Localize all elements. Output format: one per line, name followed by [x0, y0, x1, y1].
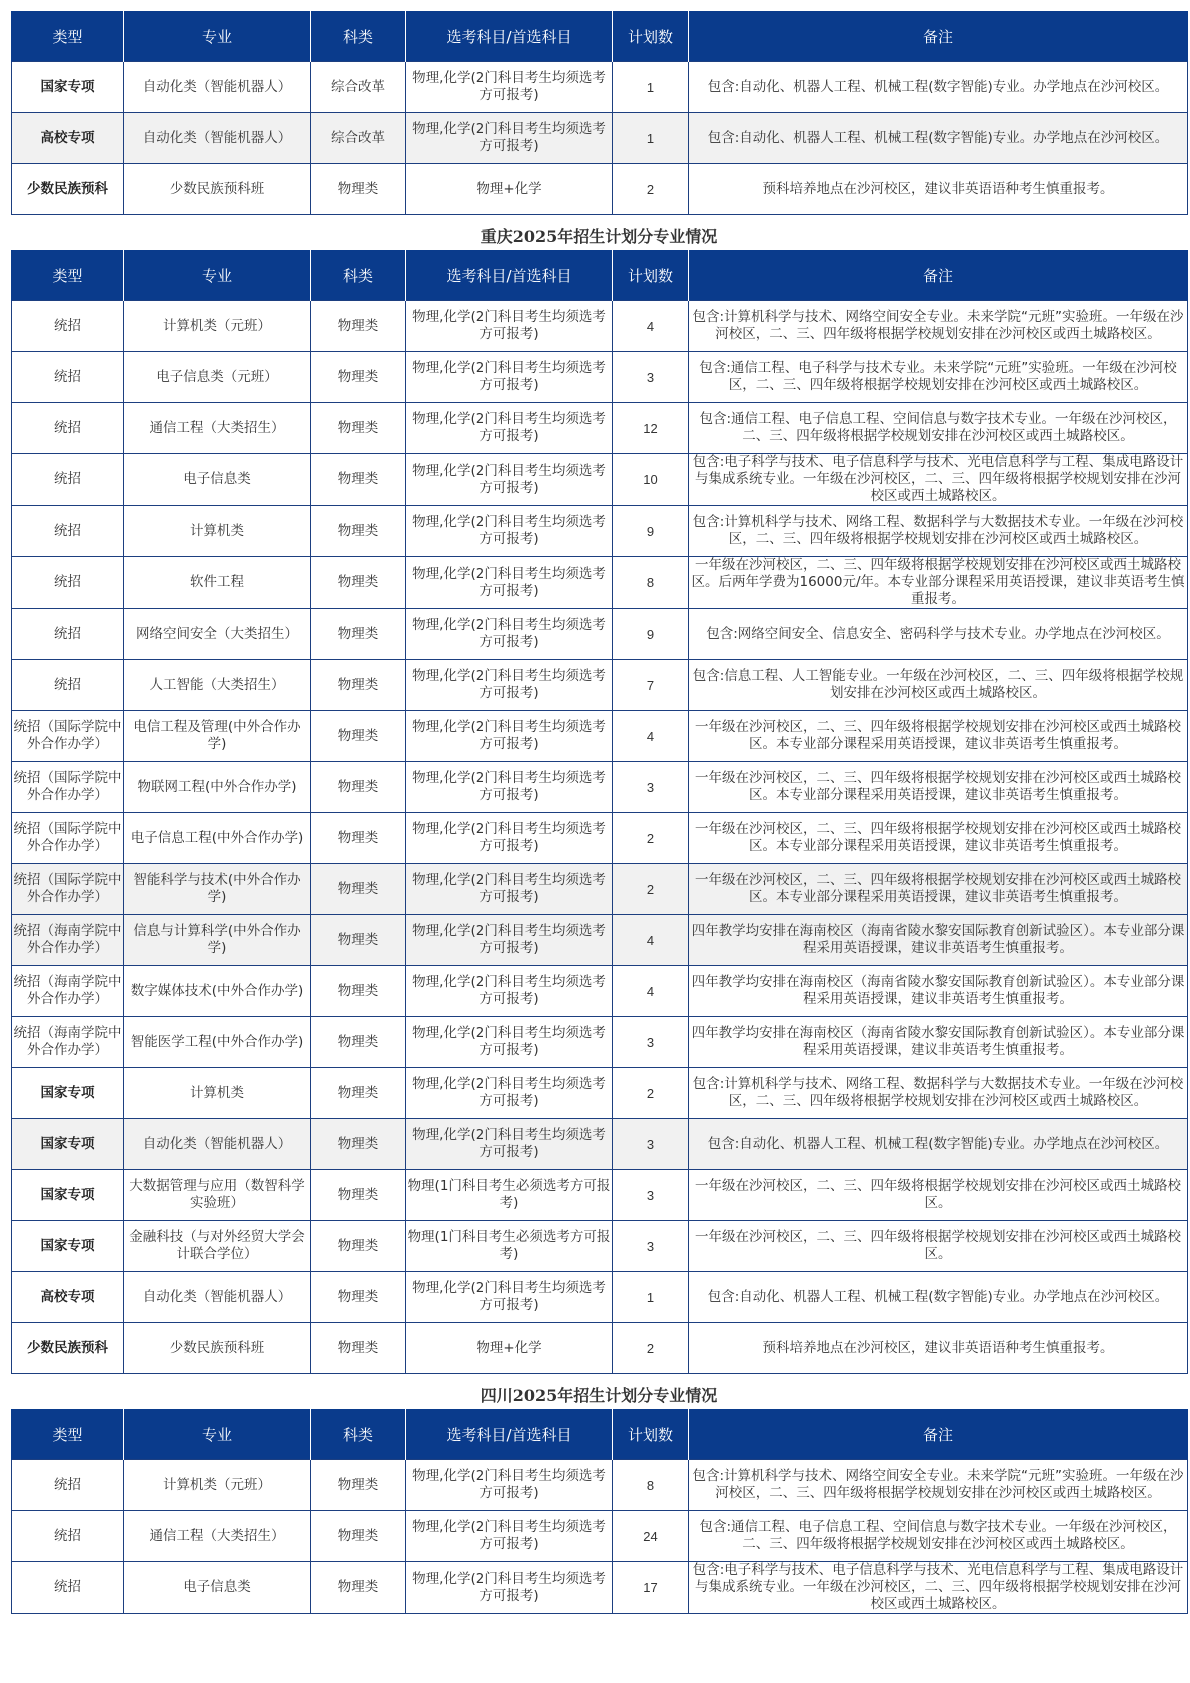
cell-category: 物理类 — [311, 1119, 406, 1170]
cell-category: 物理类 — [311, 164, 406, 215]
cell-count: 9 — [613, 609, 689, 660]
cell-note: 四年教学均安排在海南校区（海南省陵水黎安国际教育创新试验区）。本专业部分课程采用英语授课，建议非英语考生慎重报考。 — [689, 915, 1188, 966]
cell-count: 1 — [613, 1272, 689, 1323]
cell-count: 8 — [613, 1460, 689, 1511]
cell-major: 少数民族预科班 — [124, 164, 311, 215]
cell-type: 统招 — [12, 1460, 124, 1511]
table-row — [12, 1017, 1188, 1068]
table-row — [12, 454, 1188, 506]
cell-type: 统招 — [12, 352, 124, 403]
cell-count: 3 — [613, 1017, 689, 1068]
cell-note: 一年级在沙河校区，二、三、四年级将根据学校规划安排在沙河校区或西土城路校区。本专业部分课程采用英语授课，建议非英语考生慎重报考。 — [689, 864, 1188, 915]
cell-subjects: 物理,化学(2门科目考生均须选考方可报考) — [406, 660, 613, 711]
table-row — [12, 164, 1188, 215]
cell-category: 综合改革 — [311, 62, 406, 113]
table-row — [12, 966, 1188, 1017]
cell-type: 统招 — [12, 557, 124, 609]
cell-note: 四年教学均安排在海南校区（海南省陵水黎安国际教育创新试验区）。本专业部分课程采用英语授课，建议非英语考生慎重报考。 — [689, 966, 1188, 1017]
cell-major: 网络空间安全（大类招生） — [124, 609, 311, 660]
cell-type: 统招（海南学院中外合作办学） — [12, 1017, 124, 1068]
cell-note: 一年级在沙河校区，二、三、四年级将根据学校规划安排在沙河校区或西土城路校区。 — [689, 1221, 1188, 1272]
cell-type: 统招（海南学院中外合作办学） — [12, 966, 124, 1017]
table-row — [12, 711, 1188, 762]
cell-type: 国家专项 — [12, 62, 124, 113]
cell-type: 高校专项 — [12, 1272, 124, 1323]
cell-category: 物理类 — [311, 660, 406, 711]
cell-subjects: 物理,化学(2门科目考生均须选考方可报考) — [406, 352, 613, 403]
cell-count: 9 — [613, 506, 689, 557]
column-header-type: 类型 — [12, 11, 124, 62]
cell-count: 4 — [613, 966, 689, 1017]
cell-count: 2 — [613, 1323, 689, 1374]
cell-type: 统招 — [12, 609, 124, 660]
cell-category: 物理类 — [311, 915, 406, 966]
cell-subjects: 物理,化学(2门科目考生均须选考方可报考) — [406, 762, 613, 813]
cell-type: 统招（国际学院中外合作办学） — [12, 864, 124, 915]
cell-count: 4 — [613, 301, 689, 352]
cell-note: 包含:通信工程、电子信息工程、空间信息与数字技术专业。一年级在沙河校区，二、三、四年级将根据学校规划安排在沙河校区或西土城路校区。 — [689, 403, 1188, 454]
table-row — [12, 403, 1188, 454]
cell-category: 物理类 — [311, 864, 406, 915]
column-header-count: 计划数 — [613, 1409, 689, 1460]
column-header-note: 备注 — [689, 1409, 1188, 1460]
cell-category: 物理类 — [311, 762, 406, 813]
column-header-subjects: 选考科目/首选科目 — [406, 250, 613, 301]
cell-count: 8 — [613, 557, 689, 609]
cell-category: 物理类 — [311, 966, 406, 1017]
cell-count: 3 — [613, 1170, 689, 1221]
cell-category: 物理类 — [311, 609, 406, 660]
table-row — [12, 113, 1188, 164]
cell-count: 1 — [613, 62, 689, 113]
cell-category: 物理类 — [311, 1068, 406, 1119]
cell-count: 17 — [613, 1562, 689, 1614]
table-row — [12, 62, 1188, 113]
plan-table — [11, 11, 1188, 215]
cell-type: 统招 — [12, 506, 124, 557]
cell-type: 统招 — [12, 660, 124, 711]
cell-category: 物理类 — [311, 1323, 406, 1374]
cell-count: 2 — [613, 164, 689, 215]
cell-note: 预科培养地点在沙河校区，建议非英语语种考生慎重报考。 — [689, 164, 1188, 215]
table-row — [12, 301, 1188, 352]
cell-major: 自动化类（智能机器人） — [124, 1119, 311, 1170]
cell-count: 1 — [613, 113, 689, 164]
cell-type: 高校专项 — [12, 113, 124, 164]
cell-type: 统招（国际学院中外合作办学） — [12, 762, 124, 813]
cell-count: 4 — [613, 915, 689, 966]
cell-type: 统招（海南学院中外合作办学） — [12, 915, 124, 966]
table-row — [12, 762, 1188, 813]
cell-note: 一年级在沙河校区，二、三、四年级将根据学校规划安排在沙河校区或西土城路校区。本专业部分课程采用英语授课，建议非英语考生慎重报考。 — [689, 813, 1188, 864]
cell-count: 3 — [613, 762, 689, 813]
cell-count: 3 — [613, 352, 689, 403]
table-row — [12, 813, 1188, 864]
cell-note: 四年教学均安排在海南校区（海南省陵水黎安国际教育创新试验区）。本专业部分课程采用英语授课，建议非英语考生慎重报考。 — [689, 1017, 1188, 1068]
cell-major: 通信工程（大类招生） — [124, 1511, 311, 1562]
cell-type: 国家专项 — [12, 1068, 124, 1119]
cell-subjects: 物理,化学(2门科目考生均须选考方可报考) — [406, 62, 613, 113]
cell-type: 国家专项 — [12, 1170, 124, 1221]
cell-category: 物理类 — [311, 813, 406, 864]
cell-subjects: 物理+化学 — [406, 1323, 613, 1374]
table-row — [12, 1562, 1188, 1614]
cell-category: 物理类 — [311, 1511, 406, 1562]
cell-type: 少数民族预科 — [12, 1323, 124, 1374]
column-header-type: 类型 — [12, 250, 124, 301]
cell-category: 物理类 — [311, 1460, 406, 1511]
cell-category: 物理类 — [311, 711, 406, 762]
cell-major: 计算机类 — [124, 1068, 311, 1119]
column-header-major: 专业 — [124, 250, 311, 301]
table-header-row — [12, 1409, 1188, 1460]
cell-note: 包含:自动化、机器人工程、机械工程(数字智能)专业。办学地点在沙河校区。 — [689, 62, 1188, 113]
cell-count: 4 — [613, 711, 689, 762]
column-header-subjects: 选考科目/首选科目 — [406, 11, 613, 62]
table-row — [12, 352, 1188, 403]
cell-subjects: 物理,化学(2门科目考生均须选考方可报考) — [406, 966, 613, 1017]
cell-count: 7 — [613, 660, 689, 711]
column-header-count: 计划数 — [613, 11, 689, 62]
cell-note: 一年级在沙河校区，二、三、四年级将根据学校规划安排在沙河校区或西土城路校区。后两年学费为16000元/年。本专业部分课程采用英语授课，建议非英语考生慎重报考。 — [689, 557, 1188, 609]
column-header-category: 科类 — [311, 11, 406, 62]
cell-type: 统招 — [12, 454, 124, 506]
cell-type: 统招 — [12, 301, 124, 352]
column-header-count: 计划数 — [613, 250, 689, 301]
cell-major: 人工智能（大类招生） — [124, 660, 311, 711]
cell-note: 包含:自动化、机器人工程、机械工程(数字智能)专业。办学地点在沙河校区。 — [689, 1119, 1188, 1170]
cell-type: 统招（国际学院中外合作办学） — [12, 813, 124, 864]
cell-note: 包含:通信工程、电子信息工程、空间信息与数字技术专业。一年级在沙河校区，二、三、四年级将根据学校规划安排在沙河校区或西土城路校区。 — [689, 1511, 1188, 1562]
column-header-category: 科类 — [311, 1409, 406, 1460]
cell-subjects: 物理,化学(2门科目考生均须选考方可报考) — [406, 301, 613, 352]
section-title: 重庆2025年招生计划分专业情况 — [480, 227, 718, 246]
cell-subjects: 物理(1门科目考生必须选考方可报考) — [406, 1170, 613, 1221]
cell-subjects: 物理,化学(2门科目考生均须选考方可报考) — [406, 1068, 613, 1119]
table-row — [12, 864, 1188, 915]
cell-note: 一年级在沙河校区，二、三、四年级将根据学校规划安排在沙河校区或西土城路校区。本专业部分课程采用英语授课，建议非英语考生慎重报考。 — [689, 762, 1188, 813]
cell-major: 智能科学与技术(中外合作办学) — [124, 864, 311, 915]
cell-subjects: 物理(1门科目考生必须选考方可报考) — [406, 1221, 613, 1272]
cell-major: 金融科技（与对外经贸大学会计联合学位） — [124, 1221, 311, 1272]
cell-count: 24 — [613, 1511, 689, 1562]
cell-category: 物理类 — [311, 403, 406, 454]
table-row — [12, 557, 1188, 609]
cell-subjects: 物理,化学(2门科目考生均须选考方可报考) — [406, 454, 613, 506]
cell-category: 物理类 — [311, 454, 406, 506]
cell-subjects: 物理,化学(2门科目考生均须选考方可报考) — [406, 1017, 613, 1068]
cell-note: 包含:电子科学与技术、电子信息科学与技术、光电信息科学与工程、集成电路设计与集成系统专业。一年级在沙河校区，二、三、四年级将根据学校规划安排在沙河校区或西土城路校区。 — [689, 1562, 1188, 1614]
table-row — [12, 1068, 1188, 1119]
table-row — [12, 1272, 1188, 1323]
cell-note: 包含:计算机科学与技术、网络工程、数据科学与大数据技术专业。一年级在沙河校区，二、三、四年级将根据学校规划安排在沙河校区或西土城路校区。 — [689, 506, 1188, 557]
cell-major: 电子信息类 — [124, 454, 311, 506]
cell-category: 物理类 — [311, 506, 406, 557]
cell-note: 一年级在沙河校区，二、三、四年级将根据学校规划安排在沙河校区或西土城路校区。 — [689, 1170, 1188, 1221]
cell-major: 软件工程 — [124, 557, 311, 609]
cell-subjects: 物理,化学(2门科目考生均须选考方可报考) — [406, 1119, 613, 1170]
cell-type: 国家专项 — [12, 1119, 124, 1170]
cell-type: 统招 — [12, 403, 124, 454]
section-title: 四川2025年招生计划分专业情况 — [480, 1386, 718, 1405]
cell-major: 电子信息工程(中外合作办学) — [124, 813, 311, 864]
cell-type: 统招（国际学院中外合作办学） — [12, 711, 124, 762]
cell-count: 3 — [613, 1119, 689, 1170]
cell-note: 包含:信息工程、人工智能专业。一年级在沙河校区，二、三、四年级将根据学校规划安排在沙河校区或西土城路校区。 — [689, 660, 1188, 711]
cell-subjects: 物理,化学(2门科目考生均须选考方可报考) — [406, 864, 613, 915]
cell-note: 一年级在沙河校区，二、三、四年级将根据学校规划安排在沙河校区或西土城路校区。本专业部分课程采用英语授课，建议非英语考生慎重报考。 — [689, 711, 1188, 762]
cell-major: 自动化类（智能机器人） — [124, 62, 311, 113]
cell-count: 12 — [613, 403, 689, 454]
cell-subjects: 物理,化学(2门科目考生均须选考方可报考) — [406, 915, 613, 966]
cell-major: 计算机类（元班） — [124, 1460, 311, 1511]
cell-subjects: 物理,化学(2门科目考生均须选考方可报考) — [406, 1460, 613, 1511]
cell-count: 2 — [613, 813, 689, 864]
cell-note: 包含:计算机科学与技术、网络空间安全专业。未来学院“元班”实验班。一年级在沙河校区，二、三、四年级将根据学校规划安排在沙河校区或西土城路校区。 — [689, 1460, 1188, 1511]
cell-subjects: 物理,化学(2门科目考生均须选考方可报考) — [406, 609, 613, 660]
cell-category: 物理类 — [311, 1017, 406, 1068]
cell-subjects: 物理,化学(2门科目考生均须选考方可报考) — [406, 403, 613, 454]
enrollment-plan-document — [11, 11, 1187, 1614]
table-row — [12, 506, 1188, 557]
cell-major: 计算机类（元班） — [124, 301, 311, 352]
table-row — [12, 1221, 1188, 1272]
cell-count: 2 — [613, 1068, 689, 1119]
table-row — [12, 1511, 1188, 1562]
column-header-major: 专业 — [124, 1409, 311, 1460]
cell-subjects: 物理,化学(2门科目考生均须选考方可报考) — [406, 1511, 613, 1562]
cell-major: 少数民族预科班 — [124, 1323, 311, 1374]
column-header-note: 备注 — [689, 11, 1188, 62]
cell-note: 包含:自动化、机器人工程、机械工程(数字智能)专业。办学地点在沙河校区。 — [689, 1272, 1188, 1323]
cell-category: 物理类 — [311, 1272, 406, 1323]
plan-table — [11, 1409, 1188, 1614]
column-header-category: 科类 — [311, 250, 406, 301]
cell-category: 物理类 — [311, 352, 406, 403]
cell-count: 2 — [613, 864, 689, 915]
cell-category: 物理类 — [311, 301, 406, 352]
column-header-subjects: 选考科目/首选科目 — [406, 1409, 613, 1460]
cell-subjects: 物理,化学(2门科目考生均须选考方可报考) — [406, 1272, 613, 1323]
cell-subjects: 物理,化学(2门科目考生均须选考方可报考) — [406, 557, 613, 609]
cell-note: 包含:通信工程、电子科学与技术专业。未来学院“元班”实验班。一年级在沙河校区，二、三、四年级将根据学校规划安排在沙河校区或西土城路校区。 — [689, 352, 1188, 403]
cell-category: 物理类 — [311, 1170, 406, 1221]
cell-subjects: 物理,化学(2门科目考生均须选考方可报考) — [406, 506, 613, 557]
cell-type: 统招 — [12, 1562, 124, 1614]
cell-subjects: 物理,化学(2门科目考生均须选考方可报考) — [406, 711, 613, 762]
cell-note: 包含:计算机科学与技术、网络工程、数据科学与大数据技术专业。一年级在沙河校区，二、三、四年级将根据学校规划安排在沙河校区或西土城路校区。 — [689, 1068, 1188, 1119]
table-row — [12, 660, 1188, 711]
table-header-row — [12, 250, 1188, 301]
cell-category: 物理类 — [311, 1562, 406, 1614]
cell-note: 包含:计算机科学与技术、网络空间安全专业。未来学院“元班”实验班。一年级在沙河校区，二、三、四年级将根据学校规划安排在沙河校区或西土城路校区。 — [689, 301, 1188, 352]
cell-count: 10 — [613, 454, 689, 506]
cell-subjects: 物理,化学(2门科目考生均须选考方可报考) — [406, 813, 613, 864]
cell-type: 国家专项 — [12, 1221, 124, 1272]
column-header-major: 专业 — [124, 11, 311, 62]
cell-major: 通信工程（大类招生） — [124, 403, 311, 454]
cell-subjects: 物理+化学 — [406, 164, 613, 215]
cell-major: 电子信息类（元班） — [124, 352, 311, 403]
cell-category: 综合改革 — [311, 113, 406, 164]
plan-table — [11, 250, 1188, 1374]
cell-category: 物理类 — [311, 1221, 406, 1272]
cell-major: 自动化类（智能机器人） — [124, 113, 311, 164]
table-row — [12, 915, 1188, 966]
cell-type: 统招 — [12, 1511, 124, 1562]
column-header-note: 备注 — [689, 250, 1188, 301]
table-row — [12, 1119, 1188, 1170]
cell-major: 大数据管理与应用（数智科学实验班） — [124, 1170, 311, 1221]
cell-major: 电信工程及管理(中外合作办学) — [124, 711, 311, 762]
cell-note: 包含:网络空间安全、信息安全、密码科学与技术专业。办学地点在沙河校区。 — [689, 609, 1188, 660]
cell-note: 包含:自动化、机器人工程、机械工程(数字智能)专业。办学地点在沙河校区。 — [689, 113, 1188, 164]
cell-major: 计算机类 — [124, 506, 311, 557]
cell-note: 包含:电子科学与技术、电子信息科学与技术、光电信息科学与工程、集成电路设计与集成系统专业。一年级在沙河校区，二、三、四年级将根据学校规划安排在沙河校区或西土城路校区。 — [689, 454, 1188, 506]
cell-major: 物联网工程(中外合作办学) — [124, 762, 311, 813]
cell-major: 电子信息类 — [124, 1562, 311, 1614]
cell-major: 自动化类（智能机器人） — [124, 1272, 311, 1323]
cell-major: 智能医学工程(中外合作办学) — [124, 1017, 311, 1068]
table-row — [12, 609, 1188, 660]
table-row — [12, 1460, 1188, 1511]
cell-subjects: 物理,化学(2门科目考生均须选考方可报考) — [406, 113, 613, 164]
table-row — [12, 1323, 1188, 1374]
cell-subjects: 物理,化学(2门科目考生均须选考方可报考) — [406, 1562, 613, 1614]
cell-major: 信息与计算科学(中外合作办学) — [124, 915, 311, 966]
table-row — [12, 1170, 1188, 1221]
cell-count: 3 — [613, 1221, 689, 1272]
column-header-type: 类型 — [12, 1409, 124, 1460]
cell-major: 数字媒体技术(中外合作办学) — [124, 966, 311, 1017]
cell-type: 少数民族预科 — [12, 164, 124, 215]
cell-note: 预科培养地点在沙河校区，建议非英语语种考生慎重报考。 — [689, 1323, 1188, 1374]
cell-category: 物理类 — [311, 557, 406, 609]
table-header-row — [12, 11, 1188, 62]
